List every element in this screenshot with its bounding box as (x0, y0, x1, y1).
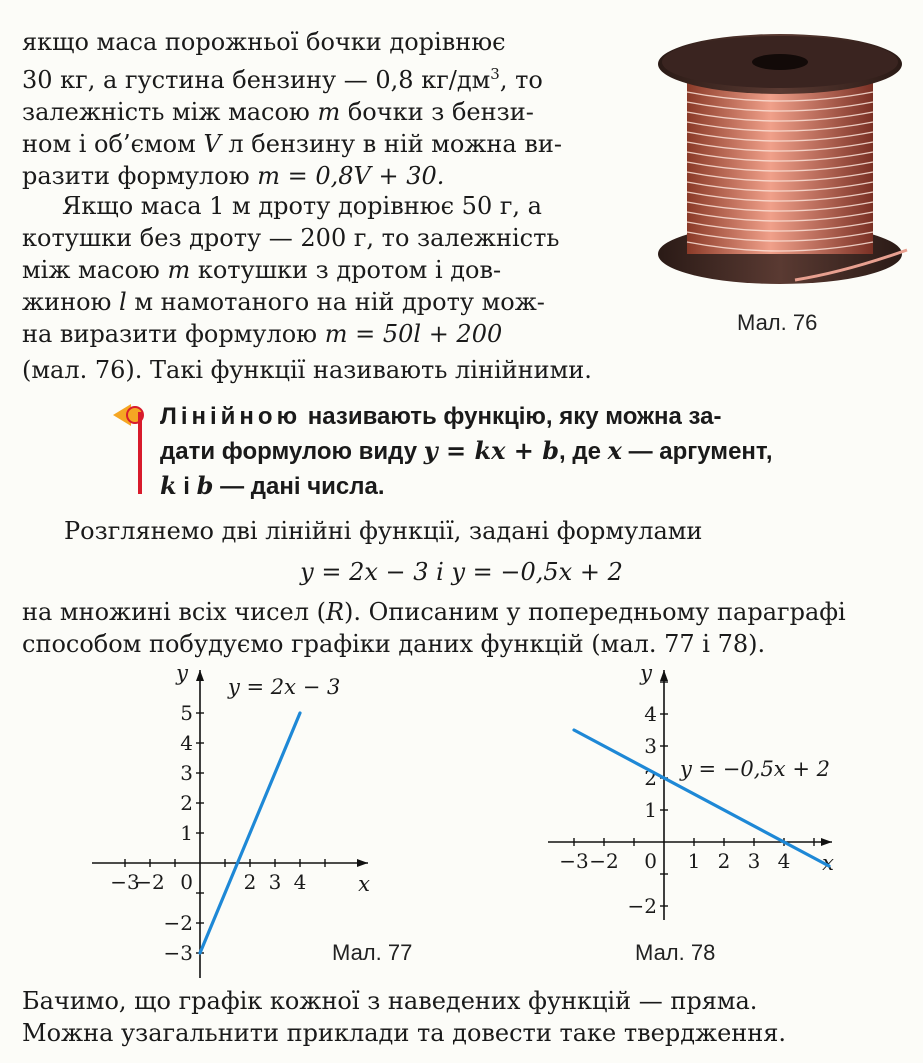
figure-caption: Мал. 78 (635, 940, 716, 965)
x-tick-label: 1 (687, 849, 701, 873)
x-axis-arrow (357, 859, 368, 867)
y-tick-label: −2 (627, 894, 657, 918)
text-line: і (176, 473, 197, 500)
y-tick-label: 5 (180, 701, 193, 725)
text-line: 30 кг, а густина бензину — 0,8 кг/дм (22, 66, 491, 94)
formula-display: y = 2x − 3 і y = −0,5x + 2 (300, 558, 623, 586)
text-line: Якщо маса 1 м дроту дорівнює 50 г, а (62, 192, 542, 220)
x-tick-label: −2 (589, 849, 619, 873)
y-axis-arrow (660, 670, 668, 681)
math-var: k (160, 471, 177, 500)
superscript: 3 (490, 65, 500, 83)
graph-78 (540, 666, 880, 926)
function-line (574, 730, 829, 866)
paragraph-fuel-barrel (22, 26, 622, 192)
text-line: — аргумент, (621, 438, 773, 465)
text-line: разити формулою (22, 162, 258, 190)
x-tick-label: −3 (110, 870, 140, 894)
text-line: ). Описаним у попередньому параграфі (344, 598, 846, 626)
x-tick-label: 4 (777, 849, 791, 873)
x-tick-label: 4 (293, 870, 307, 894)
graph-77 (80, 666, 380, 986)
text-line: на множині всіх чисел ( (22, 598, 326, 626)
text-line: Бачимо, що графік кожної з наведених функцій — пряма. (22, 987, 758, 1015)
y-tick-label: −3 (163, 941, 193, 965)
text-line: жиною (22, 288, 120, 316)
text-line: Розглянемо дві лінійні функції, задані формулами (64, 517, 703, 545)
math-var: x (607, 436, 622, 465)
y-tick-label: 4 (180, 731, 193, 755)
text-line: способом побудуємо графіки даних функцій (мал. 77 і 78). (22, 630, 766, 658)
term: Лінійною (160, 403, 302, 430)
text-line: між масою (22, 256, 168, 284)
x-axis-arrow (821, 838, 832, 846)
paragraph-plot-graphs (22, 596, 912, 660)
x-tick-label: −3 (559, 849, 589, 873)
definition-linear-function (160, 400, 905, 504)
function-annotation: y = −0,5x + 2 (680, 757, 830, 781)
math-var: m (317, 98, 341, 126)
text-line: бочки з бензи- (340, 98, 534, 126)
text-line: котушки з дротом і дов- (190, 256, 502, 284)
wire-spool-image (645, 22, 915, 292)
x-axis-label: x (358, 872, 370, 896)
paragraph-conclusion (22, 985, 912, 1049)
text-line: — дані числа. (213, 473, 385, 500)
y-tick-label: 2 (180, 791, 193, 815)
text-line: , де (559, 438, 608, 465)
y-tick-label: 2 (644, 766, 657, 790)
formula: m = 50l + 200 (324, 320, 503, 348)
x-tick-label: 2 (717, 849, 731, 873)
x-tick-label: −2 (135, 870, 165, 894)
text-line: дати формулою виду (160, 438, 424, 465)
text-line: на виразити формулою (22, 320, 325, 348)
y-tick-label: 1 (180, 821, 193, 845)
text-line: м намотаного на ній дроту мож- (126, 288, 545, 316)
y-tick-label: 1 (644, 798, 657, 822)
x-tick-label: 3 (747, 849, 761, 873)
y-tick-label: 3 (644, 734, 657, 758)
y-axis-label: y (640, 666, 652, 685)
math-var: R (325, 598, 345, 626)
text-line: ном і об’ємом (22, 130, 204, 158)
paragraph-two-functions (64, 515, 904, 547)
text-line: , то (499, 66, 543, 94)
figure-caption: Мал. 77 (332, 940, 413, 965)
origin-label: 0 (644, 849, 657, 873)
x-tick-label: 3 (268, 870, 282, 894)
text-line: Можна узагальнити приклади та довести таке твердження. (22, 1019, 787, 1047)
y-tick-label: 4 (644, 702, 657, 726)
paragraph-wire-spool-end (22, 354, 722, 386)
function-annotation: y = 2x − 3 (228, 675, 341, 699)
math-var: l (119, 288, 127, 316)
definition-marker (138, 412, 142, 494)
paragraph-wire-spool (22, 190, 622, 350)
math-var: m (167, 256, 191, 284)
text-line: котушки без дроту — 200 г, то залежність (22, 224, 560, 252)
x-tick-label: 2 (243, 870, 257, 894)
formula: m = 0,8V + 30. (257, 162, 445, 190)
y-axis-label: y (176, 666, 188, 685)
y-tick-label: −2 (163, 911, 193, 935)
y-axis-arrow (196, 670, 204, 681)
x-axis-label: x (822, 851, 834, 875)
formula: y = kx + b (423, 436, 560, 465)
figure-caption: Мал. 76 (737, 310, 818, 335)
text-line: якщо маса порожньої бочки дорівнює (22, 28, 506, 56)
origin-label: 0 (180, 870, 193, 894)
y-tick-label: 3 (180, 761, 193, 785)
text-line: (мал. 76). Такі функції називають лінійними. (22, 356, 592, 384)
text-line: називають функцію, яку можна за- (301, 403, 722, 430)
function-line (200, 713, 300, 953)
text-line: залежність між масою (22, 98, 318, 126)
math-var: b (196, 471, 214, 500)
text-line: л бензину в ній можна ви- (220, 130, 562, 158)
math-var: V (203, 130, 221, 158)
